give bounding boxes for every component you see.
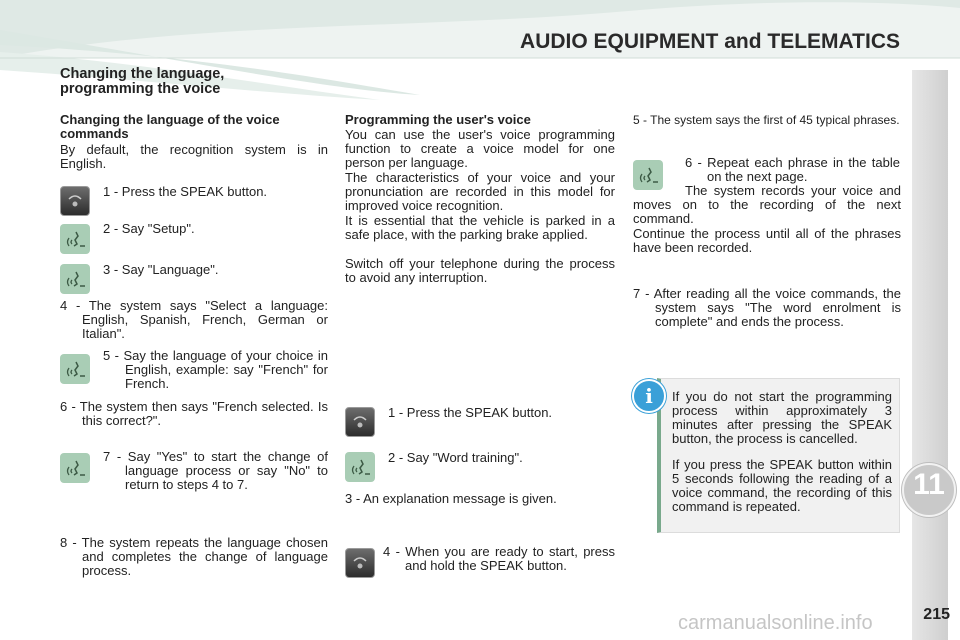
col1-step-6: 6 - The system then says "French selected. Is this correct?". — [60, 399, 328, 428]
col1-step-8: 8 - The system repeats the language chosen and completes the change of language process. — [60, 535, 328, 578]
col1-step-5: 5 - Say the language of your choice in English, example: say "French" for French. — [103, 348, 328, 391]
col1-step-4: 4 - The system says "Select a language: English, Spanish, French, German or Italian". — [60, 298, 328, 341]
info-paragraph-2: If you press the SPEAK button within 5 seconds following the reading of a voice command, the recording of this command is repeated. — [672, 457, 892, 514]
speak-button-icon — [345, 407, 375, 437]
page-number: 215 — [923, 606, 950, 623]
section-title-line1: Changing the language, — [60, 66, 225, 82]
col3-step-5: 5 - The system says the first of 45 typical phrases. — [633, 113, 900, 127]
voice-command-icon — [60, 264, 90, 294]
col1-intro: By default, the recognition system is in English. — [60, 142, 328, 171]
voice-command-icon — [60, 453, 90, 483]
voice-command-icon — [60, 224, 90, 254]
col1-step-2: 2 - Say "Setup". — [103, 221, 195, 236]
col2-subtitle: Programming the user's voice — [345, 112, 531, 127]
col2-step-2: 2 - Say "Word training". — [388, 450, 523, 465]
speak-button-icon — [345, 548, 375, 578]
col2-paragraph-2: The characteristics of your voice and your pronunciation are recorded in this model for improved voice recognition. — [345, 170, 615, 213]
col1-step-7: 7 - Say "Yes" to start the change of language process or say "No" to return to steps 4 to 7. — [103, 449, 328, 492]
col2-paragraph-1: You can use the user's voice programming function to create a voice model for one person per language. — [345, 127, 615, 170]
col2-paragraph-3: It is essential that the vehicle is parked in a safe place, with the parking brake applied. — [345, 213, 615, 242]
col1-subtitle: Changing the language of the voice commands — [60, 112, 280, 141]
speak-button-icon — [60, 186, 90, 216]
col1-step-3: 3 - Say "Language". — [103, 262, 219, 277]
col2-step-1: 1 - Press the SPEAK button. — [388, 405, 553, 420]
col3-paragraph-1: The system records your voice and moves on to the recording of the next command. — [633, 183, 901, 226]
col2-step-4: 4 - When you are ready to start, press and hold the SPEAK button. — [383, 544, 615, 573]
page-header-title: AUDIO EQUIPMENT and TELEMATICS — [520, 30, 900, 53]
col1-step-1: 1 - Press the SPEAK button. — [103, 184, 268, 199]
watermark: carmanualsonline.info — [678, 612, 873, 634]
col2-step-3: 3 - An explanation message is given. — [345, 491, 557, 506]
voice-command-icon — [345, 452, 375, 482]
section-title-line2: programming the voice — [60, 81, 221, 97]
col2-paragraph-4: Switch off your telephone during the process to avoid any interruption. — [345, 256, 615, 285]
chapter-number: 11 — [913, 468, 945, 501]
col3-paragraph-2: Continue the process until all of the phrases have been recorded. — [633, 226, 901, 255]
col3-step-6: 6 - Repeat each phrase in the table on the next page. — [685, 155, 900, 184]
voice-command-icon — [60, 354, 90, 384]
info-paragraph-1: If you do not start the programming process within approximately 3 minutes after pressing the SPEAK button, the process is cancelled. — [672, 389, 892, 446]
chapter-tab — [912, 70, 948, 640]
section-title — [60, 67, 224, 97]
col3-step-7: 7 - After reading all the voice commands, the system says "The word enrolment is complete" and ends the process. — [633, 286, 901, 329]
info-icon: i — [632, 379, 666, 413]
